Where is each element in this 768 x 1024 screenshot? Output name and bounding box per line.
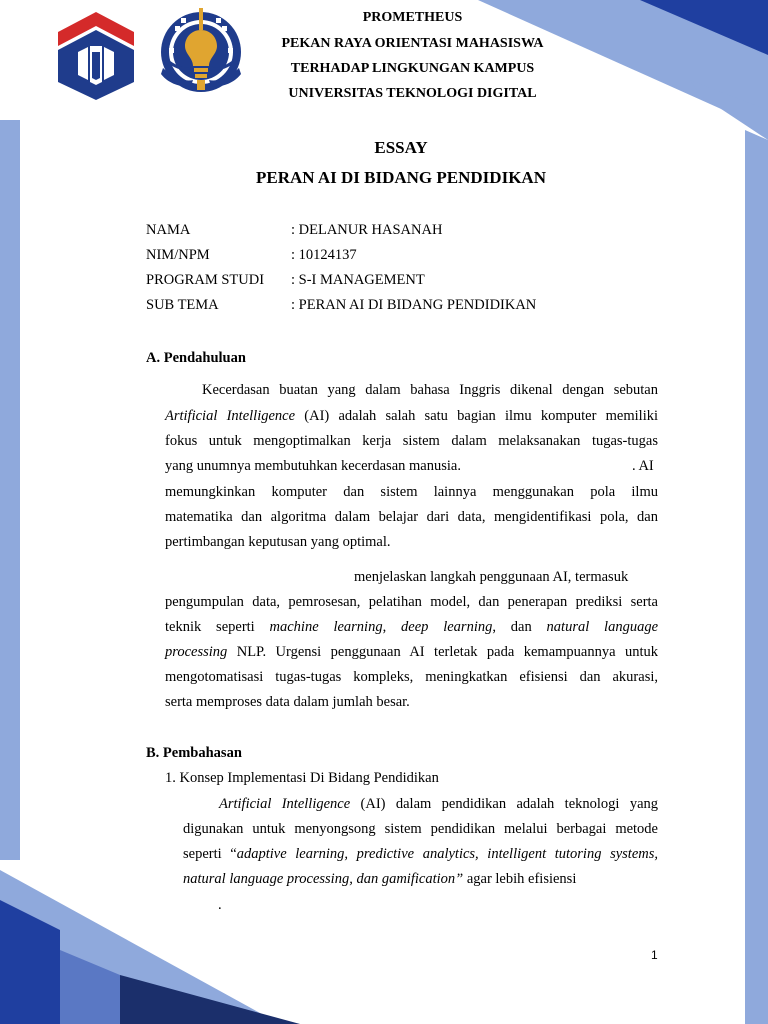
- right-vertical-strip: [745, 130, 768, 1024]
- section-a-p1-line2: Artificial Intelligence (AI) adalah salah satu bagian ilmu komputer memiliki: [165, 408, 659, 424]
- header-line-4: UNIVERSITAS TEKNOLOGI DIGITAL: [288, 86, 537, 101]
- section-a-p1-line4a: yang unumnya membutuhkan kecerdasan manusia.: [165, 458, 461, 474]
- section-a-heading: A. Pendahuluan: [146, 350, 246, 366]
- section-b-p1-line1: Artificial Intelligence (AI) dalam pendidikan adalah teknologi yang: [219, 796, 659, 812]
- section-b-p1-line4: natural language processing, dan gamification” agar lebih efisiensi: [183, 871, 577, 887]
- identity-label-program: PROGRAM STUDI: [146, 272, 265, 288]
- page-number: 1: [651, 948, 658, 962]
- section-b-p1-line2: digunakan untuk menyongsong sistem pendidikan melalui berbagai metode: [183, 821, 658, 837]
- section-b-p1-line5: .: [218, 897, 222, 913]
- identity-value-program: : S-I MANAGEMENT: [291, 272, 425, 288]
- section-b-heading: B. Pembahasan: [146, 745, 242, 761]
- essay-topic: PERAN AI DI BIDANG PENDIDIKAN: [256, 168, 546, 187]
- section-a-p2-line4: processing NLP. Urgensi penggunaan AI terletak pada kemampuannya untuk: [165, 644, 658, 660]
- section-a-p2-line1: menjelaskan langkah penggunaan AI, termasuk: [354, 569, 629, 585]
- section-a-p1-line7: pertimbangan keputusan yang optimal.: [165, 534, 391, 550]
- essay-title: ESSAY: [374, 138, 428, 157]
- section-a-p1-line5: memungkinkan komputer dan sistem lainnya menggunakan pola ilmu: [165, 484, 658, 500]
- header-line-2: PEKAN RAYA ORIENTASI MAHASISWA: [281, 36, 544, 51]
- section-a-p2-line3: teknik seperti machine learning, deep learning, dan natural language: [165, 619, 659, 635]
- prometheus-gear-logo: [155, 8, 247, 102]
- identity-value-nim: : 10124137: [291, 247, 357, 263]
- identity-label-subtema: SUB TEMA: [146, 297, 219, 313]
- section-a-p2-line6: serta memproses data dalam jumlah besar.: [165, 694, 410, 710]
- section-b-p1-line3: seperti “adaptive learning, predictive analytics, intelligent tutoring systems,: [183, 846, 659, 862]
- header-line-3: TERHADAP LINGKUNGAN KAMPUS: [290, 61, 535, 76]
- section-a-p1-line4b: . AI: [632, 458, 654, 474]
- section-a-p1-line1: Kecerdasan buatan yang dalam bahasa Inggris dikenal dengan sebutan: [202, 382, 658, 398]
- university-shield-logo: [58, 12, 134, 100]
- left-vertical-strip: [0, 120, 20, 860]
- section-a-p1-line6: matematika dan algoritma dalam belajar dari data, mengidentifikasi pola, dan: [165, 509, 658, 525]
- section-a-p1-line3: fokus untuk mengoptimalkan kerja sistem dalam melaksanakan tugas-tugas: [165, 433, 658, 449]
- section-b-item-1: 1. Konsep Implementasi Di Bidang Pendidikan: [165, 770, 439, 786]
- identity-label-nim: NIM/NPM: [146, 247, 210, 263]
- section-a-p2-line2: pengumpulan data, pemrosesan, pelatihan model, dan penerapan prediksi serta: [165, 594, 658, 610]
- identity-value-name: : DELANUR HASANAH: [291, 222, 443, 238]
- identity-label-name: NAMA: [146, 222, 191, 238]
- identity-value-subtema: : PERAN AI DI BIDANG PENDIDIKAN: [291, 297, 537, 313]
- section-a-p2-line5: mengotomatisasi tugas-tugas kompleks, meningkatkan efisiensi dan akurasi,: [165, 669, 658, 685]
- header-line-1: PROMETHEUS: [362, 10, 463, 25]
